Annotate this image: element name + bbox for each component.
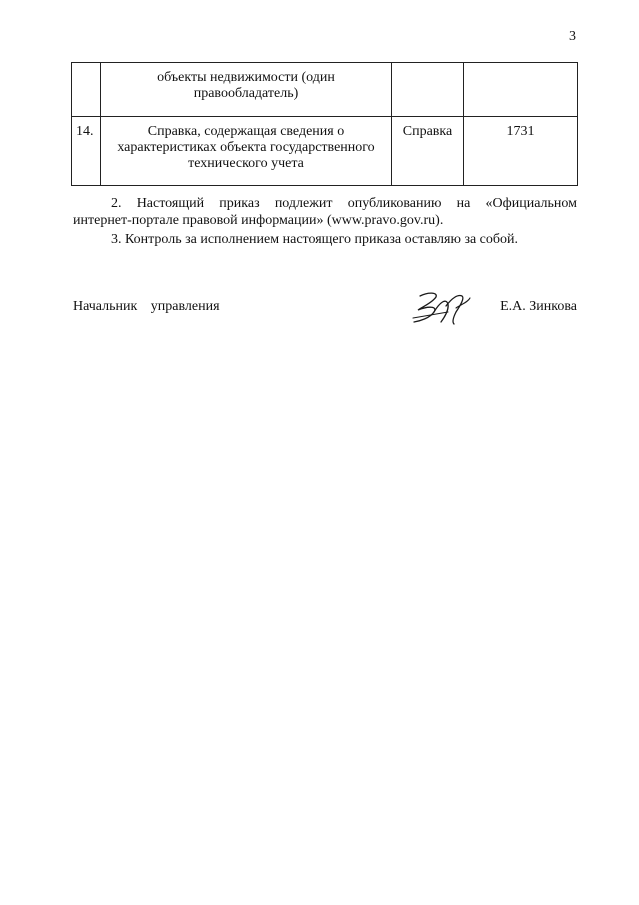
publication-paragraph-line-2: интернет-портале правовой информации» (www.pravo.gov.ru). (73, 213, 444, 228)
control-paragraph: 3. Контроль за исполнением настоящего приказа оставляю за собой. (111, 232, 519, 247)
document-code-cell: 1731 (464, 117, 578, 186)
page-number: 3 (569, 29, 576, 44)
document-type-cell: Справка (392, 117, 464, 186)
publication-paragraph (73, 195, 577, 229)
signer-name: Е.А. Зинкова (500, 299, 577, 314)
document-table (71, 62, 578, 186)
document-code-cell (464, 63, 578, 117)
signer-position: Начальник управления (73, 299, 220, 314)
document-name-cell: объекты недвижимости (один правообладатель) (101, 63, 392, 117)
document-name-cell: Справка, содержащая сведения о характеристиках объекта государственного технического учета (101, 117, 392, 186)
row-number-cell (72, 63, 101, 117)
document-type-cell (392, 63, 464, 117)
signature-block (73, 288, 577, 328)
table-row (72, 117, 578, 186)
row-number-cell: 14. (72, 117, 101, 186)
table-row (72, 63, 578, 117)
publication-paragraph-line-1: 2. Настоящий приказ подлежит опубликованию на «Официальном (111, 196, 577, 211)
handwritten-signature (408, 288, 478, 328)
